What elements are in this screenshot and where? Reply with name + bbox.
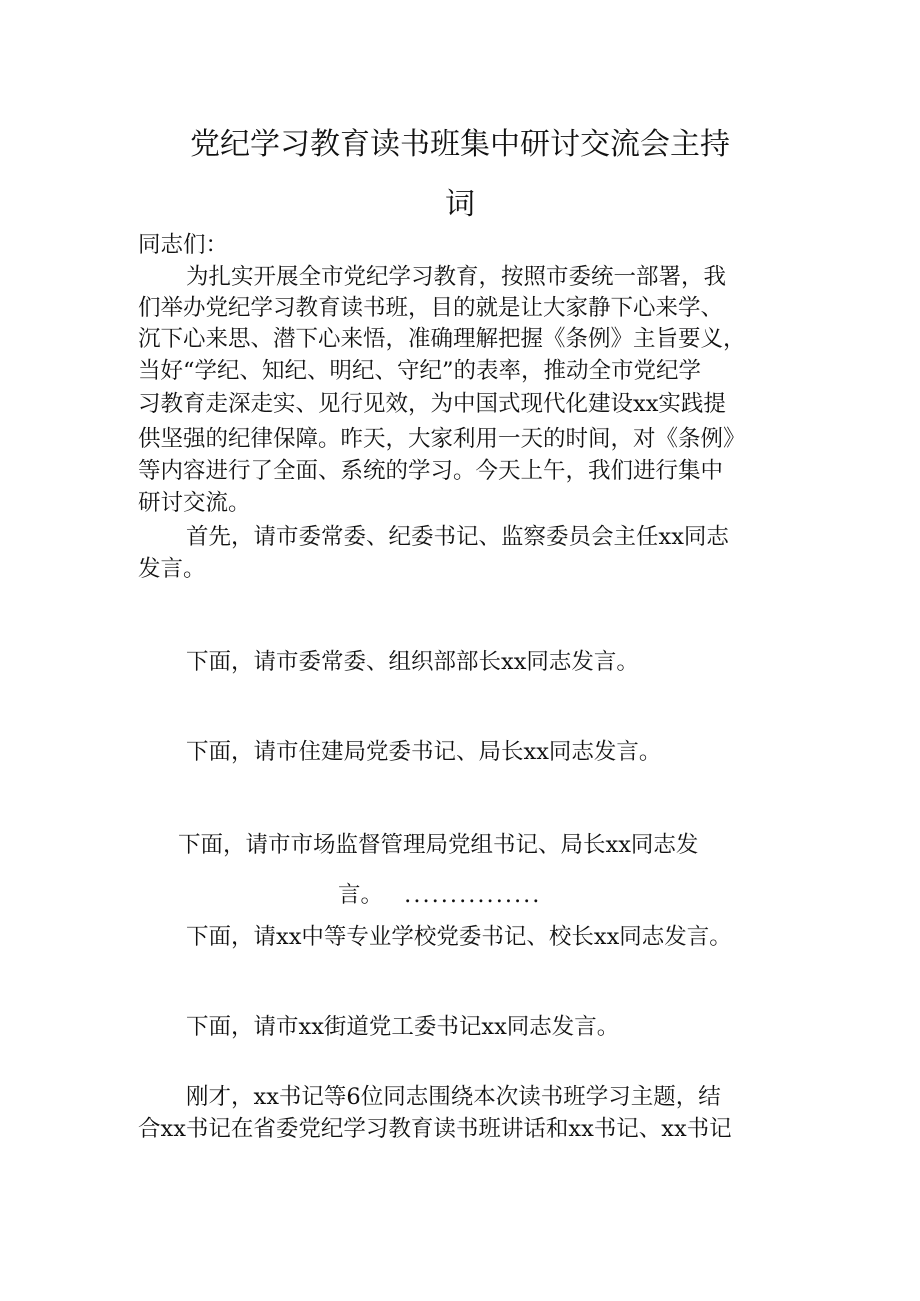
ellipsis-dots: ............... (404, 882, 542, 908)
document-title-line2: 词 (445, 187, 475, 222)
paragraph1-line: 等内容进行了全面、系统的学习。今天上午，我们进行集中 (138, 458, 724, 484)
speaker-line-6: 下面，请市xx街道党工委书记xx同志发言。 (186, 1014, 620, 1040)
paragraph1-line: 供坚强的纪律保障。昨天，大家利用一天的时间，对《条例》 (138, 426, 746, 452)
paragraph1-line: 研讨交流。 (138, 490, 251, 516)
paragraph2-line: 发言。 (138, 556, 206, 582)
closing-line: 合xx书记在省委党纪学习教育读书班讲话和xx书记、xx书记 (138, 1116, 732, 1142)
paragraph1-line: 们举办党纪学习教育读书班，目的就是让大家静下心来学、 (138, 295, 724, 321)
paragraph1-line: 习教育走深走实、见行见效，为中国式现代化建设xx实践提 (138, 391, 726, 417)
paragraph1-line: 为扎实开展全市党纪学习教育，按照市委统一部署，我 (186, 264, 727, 290)
closing-line: 刚才，xx书记等6位同志围绕本次读书班学习主题，结 (186, 1084, 721, 1110)
speaker-line-4-end: 言。 (338, 882, 384, 908)
document-title-line1: 党纪学习教育读书班集中研讨交流会主持 (190, 127, 730, 162)
salutation: 同志们： (138, 232, 229, 258)
speaker-line-2: 下面，请市委常委、组织部部长xx同志发言。 (186, 649, 639, 675)
speaker-line-5: 下面，请xx中等专业学校党委书记、校长xx同志发言。 (186, 924, 732, 950)
speaker-line-3: 下面，请市住建局党委书记、局长xx同志发言。 (186, 739, 662, 765)
speaker-line-4: 下面，请市市场监督管理局党组书记、局长xx同志发 (178, 832, 699, 858)
paragraph2-line: 首先，请市委常委、纪委书记、监察委员会主任xx同志 (186, 524, 729, 550)
paragraph1-line: 当好“学纪、知纪、明纪、守纪”的表率，推动全市党纪学 (138, 358, 702, 384)
speaker-line-4-cont (338, 880, 920, 910)
paragraph1-line: 沉下心来思、潜下心来悟，准确理解把握《条例》主旨要义， (138, 326, 746, 352)
